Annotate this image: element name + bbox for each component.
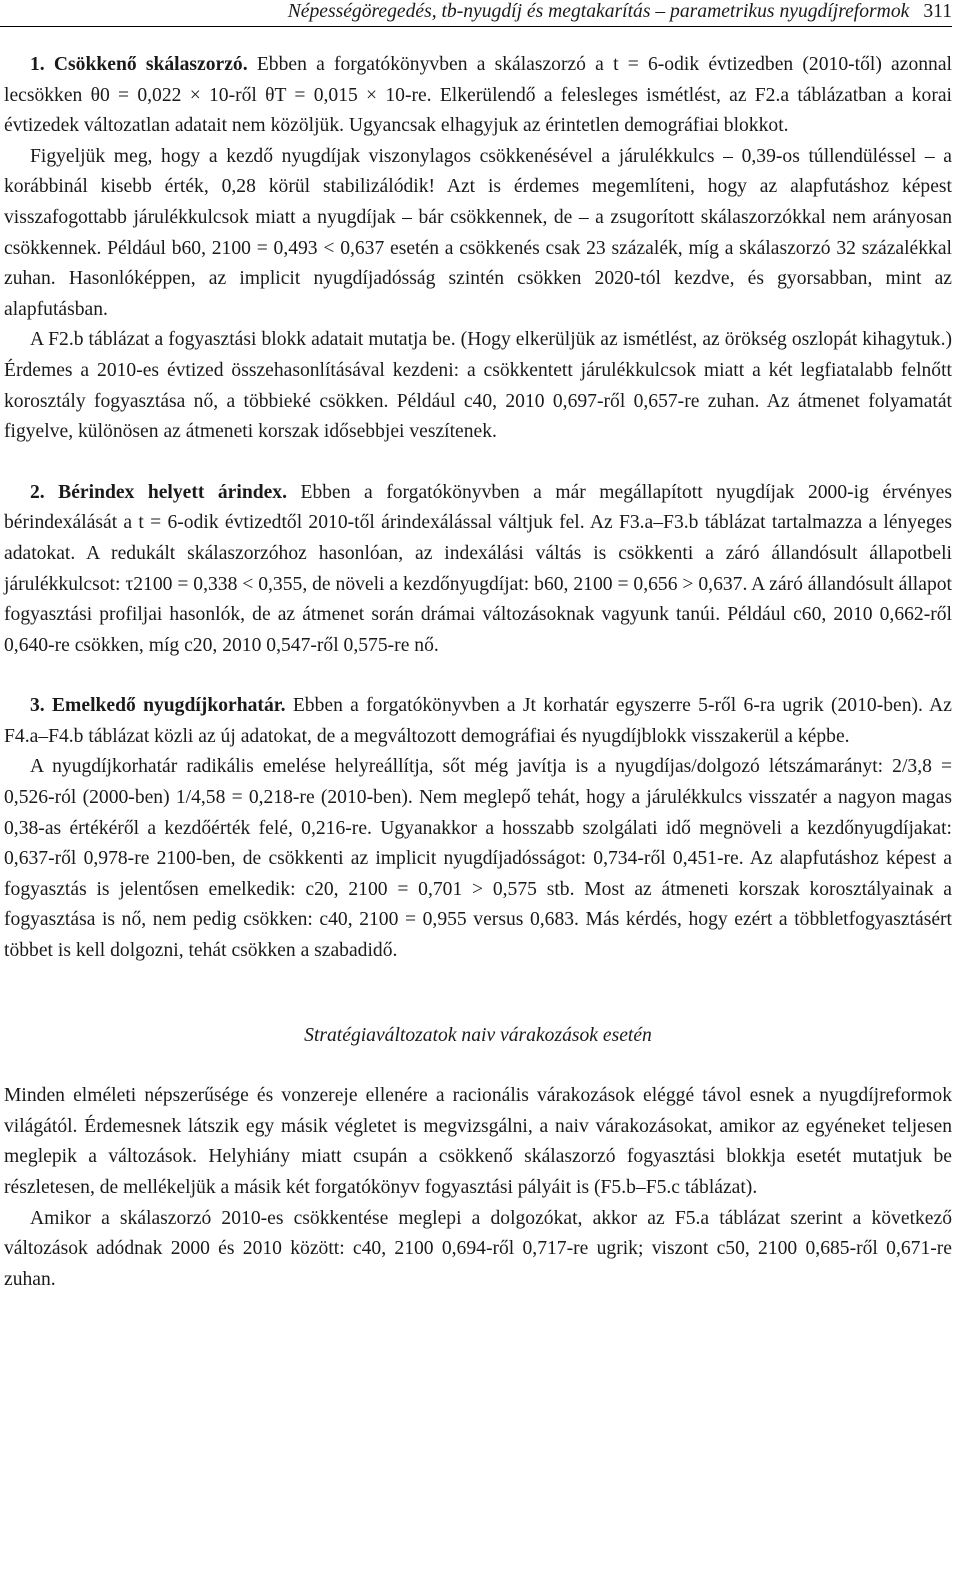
section-1-paragraph <box>4 50 952 142</box>
section-3-text: Ebben a forgatókönyvben a Jt korhatár egyszerre 5-ről 6-ra ugrik (2010-ben). Az F4.a–F4.b táblázat közli az új adatokat, de a megváltozott demográfiai és nyugdíjblokk visszakerül a képbe. <box>4 695 952 747</box>
running-header <box>0 0 952 27</box>
section-1-heading: 1. Csökkenő skálaszorzó. <box>30 54 248 75</box>
running-header-title: Népességöregedés, tb-nyugdíj és megtakarítás – parametrikus nyugdíjreformok <box>287 1 910 22</box>
section-1-paragraph-3: A F2.b táblázat a fogyasztási blokk adatait mutatja be. (Hogy elkerüljük az ismétlést, az örökség oszlopát kihagytuk.) Érdemes a 2010-es évtized összehasonlításával kezdeni: a csökkentett járulékkulcsok miatt a két legfiatalabb felnőtt korosztály fogyasztása nő, a többieké csökken. Például c40, 2010 0,697-ről 0,657-re zuhan. Az átmenet folyamatát figyelve, különösen az átmeneti korszak idősebbjei veszítenek. <box>4 329 952 443</box>
spacer <box>4 661 952 691</box>
section-2-text: Ebben a forgatókönyvben a már megállapított nyugdíjak 2000-ig érvényes bérindexálását a t = 6-odik évtizedtől 2010-től árindexálással váltjuk fel. Az F3.a–F3.b táblázat tartalmazza a lényeges adatokat. A redukált skálaszorzóhoz hasonlóan, az indexálási váltás is csökkenti a záró állandósult állapotbeli járulékkulcsot: τ2100 = 0,338 < 0,355, de növeli a kezdőnyugdíjat: b60, 2100 = 0,656 > 0,637. A záró állandósult állapot fogyasztási profiljai hasonlók, de az átmenet során drámai változásoknak vagyunk tanúi. Például c60, 2010 0,662-ről 0,640-re csökken, míg c20, 2010 0,547-ről 0,575-re nő. <box>4 481 953 656</box>
page-number: 311 <box>923 1 952 22</box>
subsection-paragraph-2: Amikor a skálaszorzó 2010-es csökkentése meglepi a dolgozókat, akkor az F5.a táblázat szerint a következő változások adódnak 2000 és 2010 között: c40, 2100 0,694-ről 0,717-re ugrik; viszont c50, 2100 0,685-ről 0,671-re zuhan. <box>4 1207 952 1290</box>
section-2-heading: 2. Bérindex helyett árindex. <box>30 481 288 503</box>
section-3-heading: 3. Emelkedő nyugdíjkorhatár. <box>30 695 286 717</box>
spacer <box>4 1051 952 1081</box>
spacer <box>4 967 952 1021</box>
subsection-paragraph-1: Minden elméleti népszerűsége és vonzereje ellenére a racionális várakozások eléggé távol esnek a nyugdíjreformok világától. Érdemesnek látszik egy másik végletet is megvizsgálni, a naiv várakozásokat, amikor az egyéneket teljesen meglepik a változások. Helyhiány miatt csupán a csökkenő skálaszorzó fogyasztási blokkja esetét mutatjuk be részletesen, de mellékeljük a másik két forgatókönyv fogyasztási pályáit is (F5.b–F5.c táblázat). <box>4 1085 952 1198</box>
section-1-paragraph-2: Figyeljük meg, hogy a kezdő nyugdíjak viszonylagos csökkenésével a járulékkulcs – 0,39-os túllendüléssel – a korábbinál kisebb érték, 0,28 körül stabilizálódik! Azt is érdemes megemlíteni, hogy az alapfutáshoz képest visszafogottabb járulékkulcsok miatt a nyugdíjak – bár csökkennek, de – a zsugorított skálaszorzókkal nem arányosan csökkennek. Például b60, 2100 = 0,493 < 0,637 esetén a csökkenés csak 23 százalék, míg a skálaszorzó 32 százalékkal zuhan. Hasonlóképpen, az implicit nyugdíjadósság szintén csökken 2020-tól kezdve, és gyorsabban, mint az alapfutásban. <box>4 145 952 320</box>
section-2-paragraph <box>4 478 952 662</box>
section-3-paragraph <box>4 691 952 752</box>
section-1-text: Ebben a forgatókönyvben a skálaszorzó a t = 6-odik évtizedben (2010-től) azonnal lecsökken θ0 = 0,022 × 10-ről θT = 0,015 × 10-re. Elkerülendő a felesleges ismétlést, az F2.a táblázatban a korai évtizedek változatlan adatait nem közöljük. Ugyancsak elhagyjuk az érintetlen demográfiai blokkot. <box>4 54 952 137</box>
section-3-paragraph-2: A nyugdíjkorhatár radikális emelése helyreállítja, sőt még javítja is a nyugdíjas/dolgozó létszámarányt: 2/3,8 = 0,526-ról (2000-ben) 1/4,58 = 0,218-re (2010-ben). Nem meglepő tehát, hogy a járulékkulcs visszatér a nagyon magas 0,38-as értékéről a kezdőérték felé, 0,216-re. Ugyanakkor a hosszabb szolgálati idő megnöveli a kezdőnyugdíjakat: 0,637-ről 0,978-re 2100-ben, de csökkenti az implicit nyugdíjadósságot: 0,734-ről 0,451-re. Az alapfutáshoz képest a fogyasztás is jelentősen emelkedik: c20, 2100 = 0,701 > 0,575 stb. Most az átmeneti korszak korosztályainak a fogyasztása is nő, nem pedig csökken: c40, 2100 = 0,955 versus 0,683. Más kérdés, hogy ezért a többletfogyasztásért többet is kell dolgozni, tehát csökken a szabadidő. <box>4 756 952 962</box>
body-text <box>4 50 952 1295</box>
subsection-title: Stratégiaváltozatok naiv várakozások esetén <box>304 1024 652 1046</box>
spacer <box>4 448 952 478</box>
